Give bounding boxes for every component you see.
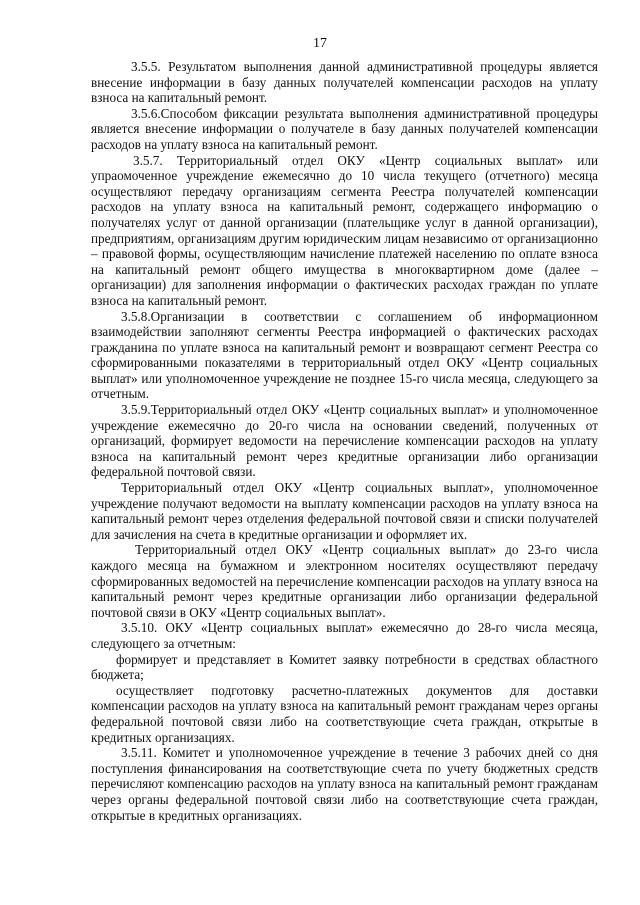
paragraph-3-5-6: 3.5.6.Способом фиксации результата выполнения административной процедуры является внесение информации о получателе в базу данных получателей компенсации расходов на уплату взноса на капитальный ремонт. xyxy=(91,105,598,152)
paragraph-3-5-10: 3.5.10. ОКУ «Центр социальных выплат» ежемесячно до 28-го числа месяца, следующего за отчетным: xyxy=(91,620,598,651)
paragraph-3-5-9: 3.5.9.Территориальный отдел ОКУ «Центр социальных выплат» и уполномоченное учреждение ежемесячно до 20-го числа на основании сведений, полученных от организаций, формирует ведомости на перечисление компенсации расходов на уплату взноса на капитальный ремонт через кредитные организации либо организации федеральной почтовой связи. xyxy=(91,402,598,480)
paragraph-3-5-8: 3.5.8.Организации в соответствии с соглашением об информационном взаимодействии заполняют сегменты Реестра информацией о фактических расходах гражданина по уплате взноса на капитальный ремонт и возвращают сегмент Реестра со сформированными показателями в территориальный отдел ОКУ «Центр социальных выплат» или уполномоченное учреждение не позднее 15-го числа месяца, следующего за отчетным. xyxy=(91,308,598,402)
paragraph-budget-request: формирует и представляет в Комитет заявку потребности в средствах областного бюджета; xyxy=(91,651,598,683)
paragraph-territorial-department-statements: Территориальный отдел ОКУ «Центр социальных выплат», уполномоченное учреждение получают ведомости на выплату компенсации расходов на уплату взноса на капитальный ремонт через отделения федеральной почтовой связи и списки получателей для зачисления на счета в кредитные организации и оформляет их. xyxy=(91,480,598,542)
paragraph-payment-documents: осуществляет подготовку расчетно-платежных документов для доставки компенсации расходов на уплату взноса на капитальный ремонт гражданам через органы федеральной почтовой связи либо на соответствующие счета граждан, открытые в кредитных организациях. xyxy=(91,682,598,745)
paragraph-3-5-5: 3.5.5. Результатом выполнения данной административной процедуры является внесение информации в базу данных получателей компенсации расходов на уплату взноса на капитальный ремонт. xyxy=(91,59,598,106)
page-number: 17 xyxy=(313,36,327,51)
paragraph-3-5-7: 3.5.7. Территориальный отдел ОКУ «Центр социальных выплат» или упраомоченное учреждение ежемесячно до 10 числа текущего (отчетного) месяца осуществляют передачу организациям сегмента Реестра получателей компенсации расходов на уплату взноса на капитальный ремонт, содержащего информацию о получателях услуг от данной организации (плательщике услуг в данной организации), предприятиям, организациям другим юридическим лицам независимо от организационно – правовой формы, осуществляющим начисление платежей населению по оплате взноса на капитальный ремонт общего имущества в многоквартирном доме (далее – организации) для заполнения информации о фактических расходах граждан по уплате взноса на капитальный ремонт. xyxy=(91,152,598,308)
paragraph-territorial-department-transfer: Территориальный отдел ОКУ «Центр социальных выплат» до 23-го числа каждого месяца на бумажном и электронном носителях осуществляют передачу сформированных ведомостей на перечисление компенсации расходов на уплату взноса на капитальный ремонт через кредитные организации либо организации федеральной почтовой связи в ОКУ «Центр социальных выплат». xyxy=(91,542,598,620)
document-body xyxy=(91,59,598,823)
paragraph-3-5-11: 3.5.11. Комитет и уполномоченное учреждение в течение 3 рабочих дней со дня поступления финансирования на соответствующие счета по учету бюджетных средств перечисляют компенсацию расходов на уплату взноса на капитальный ремонт гражданам через органы федеральной почтовой связи либо на соответствующие счета граждан, открытые в кредитных организациях. xyxy=(91,745,598,823)
